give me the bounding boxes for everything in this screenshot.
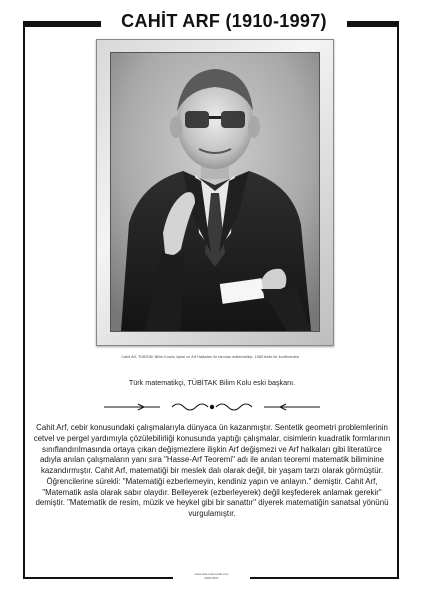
frame-border-bottom-right [250,577,399,579]
subtitle: Türk matematikçi, TÜBİTAK Bilim Kolu eski başkanı. [128,378,296,387]
biography-text [32,423,392,520]
portrait-photo [111,53,319,331]
biography-paragraph: Cahit Arf, cebir konusundaki çalışmalarıyla dünyaca ün kazanmıştır. Sentetik geometri problemlerinin cetvel ve pergel yardımıyla çözülebilirliği konusunda yaptığı çalışmalar, cisimlerin kuadratik formlarının sınıflandırılmasında ortaya çıkan değişmezlere ilişkin Arf değişmezi ve Arf halkaları gibi literatürce adıyla anılan çalışmaların yanı sıra "Hasse-Arf Teoremi" adı ile anılan teoremi matematik biliminine kazandırmıştır. Cahit Arf, matematiği bir meslek dalı olarak değil, bir yaşam tarzı olarak görmüştür. Öğrencilerine sürekli: "Matematiği ezberlemeyin, kendiniz yapın ve anlayın." demiştir. Cahit Arf, "Matematik asla olarak sabır olaydır. Belleyerek (ezberleyerek) değil keşfederek anlamak gerekir" demiştir. "Matematik de resim, müzik ve heykel gibi bir sanattır" diyerek matematiğin sanatsal yönünü vurgulamıştır. [33,423,391,518]
footer-credit [173,572,250,580]
page-title: CAHİT ARF (1910-1997) [121,11,327,31]
footer-line-1: www.eski-matematik.com [194,572,229,576]
footer-line-2: 2006-2007 [204,576,219,580]
frame-border-right [397,21,399,579]
frame-border-left [23,21,25,579]
ornamental-divider [104,400,320,414]
photo-caption: Cahit Arf, TÜBİTAK Bilim Kurulu üyesi ve Arf Halkaları ile tanınan matematikçi, 1980'lerde bir konferansta [121,355,299,359]
title-rule-left [23,21,101,27]
frame-border-bottom-left [23,577,173,579]
title-rule-right [347,21,399,27]
